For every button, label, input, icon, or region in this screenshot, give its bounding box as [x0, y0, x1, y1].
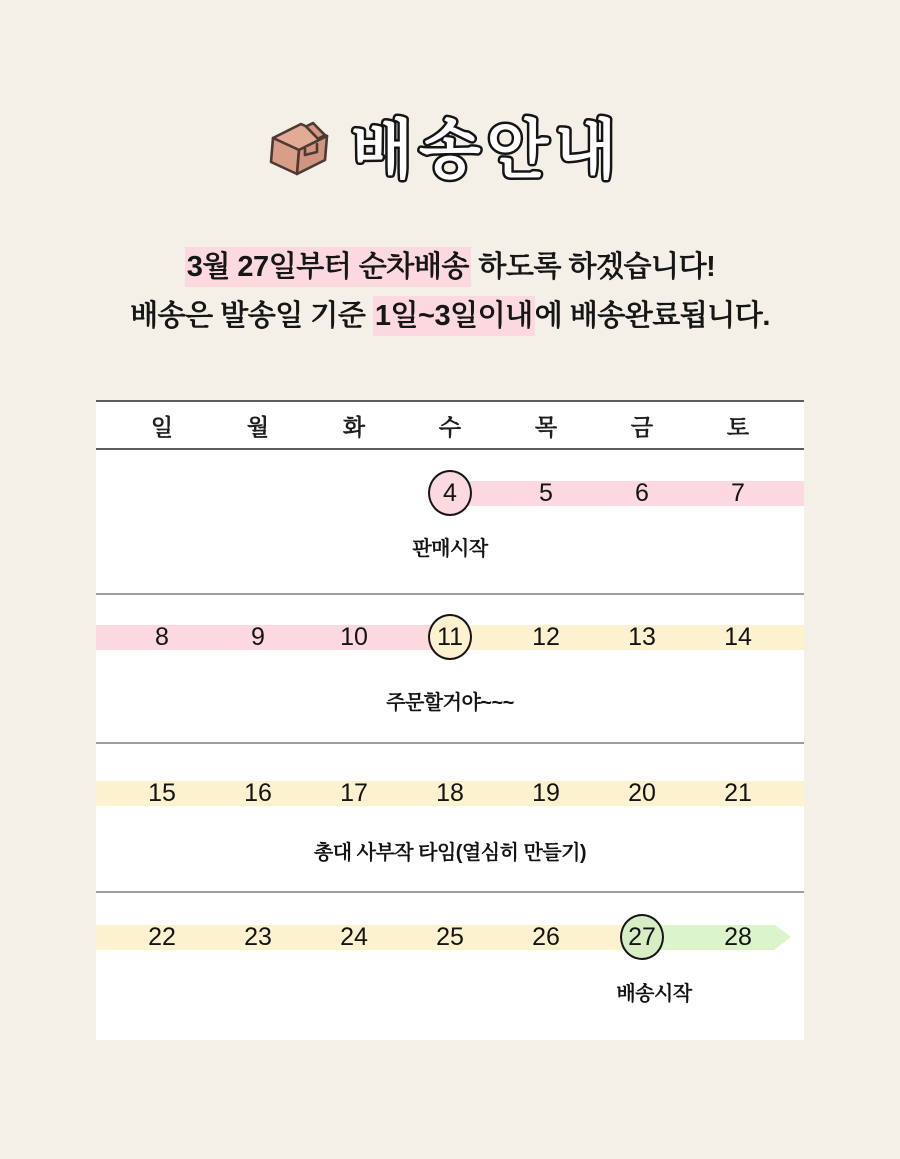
- week-note: 총대 사부작 타임(열심히 만들기): [313, 842, 587, 864]
- day-cell: 11: [437, 623, 463, 651]
- weekday-label: 토: [726, 413, 750, 440]
- weekday-label: 수: [438, 413, 462, 440]
- day-cell: 22: [148, 923, 176, 951]
- highlighted-text: 3월 27일부터 순차배송: [185, 247, 471, 287]
- calendar-weekday-header: [96, 400, 804, 450]
- week-note: 배송시작: [616, 983, 692, 1005]
- week-note: 주문할거야~~~: [386, 692, 514, 714]
- page-title-text: 배송안내: [351, 114, 623, 186]
- day-cell: 13: [628, 623, 656, 651]
- day-cell: 15: [148, 779, 176, 807]
- page-title-row: [0, 102, 900, 194]
- intro-line-1: [0, 243, 900, 292]
- day-cell: 4: [443, 479, 457, 507]
- weekday-label: 월: [246, 413, 270, 440]
- day-cell: 7: [731, 479, 745, 507]
- day-cell: 10: [340, 623, 368, 651]
- plain-text: 배송은 발송일 기준: [130, 300, 373, 332]
- day-cell: 16: [244, 779, 272, 807]
- day-cell: 17: [340, 779, 368, 807]
- day-cell: 26: [532, 923, 560, 951]
- weekday-label: 금: [630, 413, 654, 440]
- intro-text: [0, 243, 900, 341]
- day-cell: 24: [340, 923, 368, 951]
- calendar-week-row: [96, 744, 804, 893]
- day-cell: 23: [244, 923, 272, 951]
- day-cell: 20: [628, 779, 656, 807]
- day-cell: 28: [724, 923, 752, 951]
- cardboard-box-icon: [261, 113, 331, 183]
- day-cell: 5: [539, 479, 553, 507]
- day-cell: 14: [724, 623, 752, 651]
- weekday-label: 일: [150, 413, 174, 440]
- plain-text: 하도록 하겠습니다!: [470, 251, 716, 283]
- day-cell: 18: [436, 779, 464, 807]
- day-cell: 6: [635, 479, 649, 507]
- day-cell: 19: [532, 779, 560, 807]
- day-cell: 12: [532, 623, 560, 651]
- day-cell: 27: [628, 923, 656, 951]
- day-cell: 9: [251, 623, 265, 651]
- day-cell: 25: [436, 923, 464, 951]
- intro-line-2: [0, 292, 900, 341]
- page-title: [347, 102, 639, 194]
- week-note: 판매시작: [412, 538, 488, 560]
- day-cell: 21: [724, 779, 752, 807]
- calendar-week-row: [96, 595, 804, 744]
- weekday-label: 화: [342, 413, 366, 440]
- highlighted-text: 1일~3일이내: [373, 296, 535, 336]
- calendar-week-row: [96, 893, 804, 1040]
- calendar-week-row: [96, 450, 804, 595]
- plain-text: 에 배송완료됩니다.: [534, 300, 770, 332]
- day-cell: 8: [155, 623, 169, 651]
- shipping-calendar: [96, 400, 804, 1040]
- weekday-label: 목: [534, 413, 558, 440]
